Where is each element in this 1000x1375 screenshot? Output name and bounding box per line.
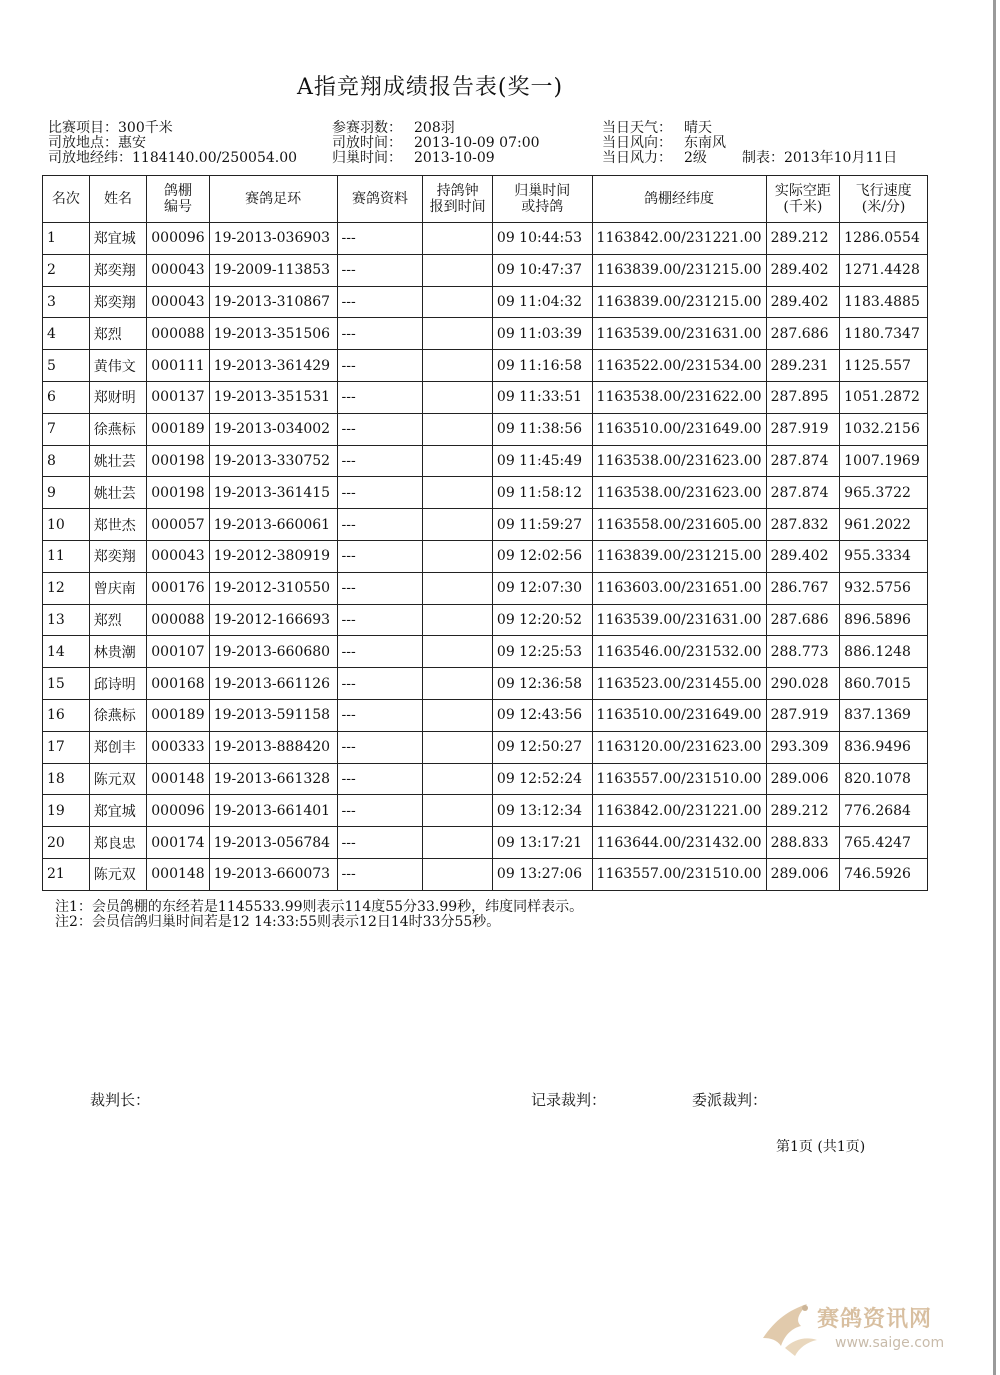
cell-speed: 765.4247	[840, 827, 928, 859]
cell-ring: 19-2013-361429	[209, 350, 337, 382]
cell-arrival: 09 11:45:49	[492, 445, 592, 477]
table-row	[43, 540, 928, 572]
cell-speed: 1271.4428	[840, 254, 928, 286]
cell-clock	[423, 477, 492, 509]
cell-arrival: 09 10:44:53	[492, 223, 592, 255]
cell-arrival: 09 13:12:34	[492, 795, 592, 827]
cell-distance: 287.874	[766, 477, 840, 509]
table-row	[43, 731, 928, 763]
cell-arrival: 09 12:52:24	[492, 763, 592, 795]
cell-ring: 19-2013-330752	[209, 445, 337, 477]
cell-clock	[423, 668, 492, 700]
meta-release-coords	[48, 151, 297, 166]
cell-name: 郑奕翔	[89, 286, 147, 318]
meta-label: 司放地点：	[48, 135, 118, 151]
cell-distance: 287.895	[766, 381, 840, 413]
table-row	[43, 795, 928, 827]
cell-clock	[423, 763, 492, 795]
cell-rank: 3	[43, 286, 90, 318]
cell-loft: 000088	[147, 318, 209, 350]
cell-loft: 000043	[147, 286, 209, 318]
table-row	[43, 318, 928, 350]
cell-coords: 1163539.00/231631.00	[592, 318, 766, 350]
maker-date: 2013年10月11日	[784, 150, 898, 166]
cell-speed: 860.7015	[840, 668, 928, 700]
cell-arrival: 09 10:47:37	[492, 254, 592, 286]
table-header-row	[43, 176, 928, 223]
cell-arrival: 09 11:59:27	[492, 509, 592, 541]
cell-coords: 1163538.00/231623.00	[592, 445, 766, 477]
cell-coords: 1163546.00/231532.00	[592, 636, 766, 668]
cell-coords: 1163539.00/231631.00	[592, 604, 766, 636]
cell-speed: 965.3722	[840, 477, 928, 509]
cell-ring: 19-2012-310550	[209, 572, 337, 604]
table-row	[43, 858, 928, 890]
cell-loft: 000168	[147, 668, 209, 700]
cell-loft: 000198	[147, 477, 209, 509]
meta-race-item	[48, 121, 297, 136]
cell-speed: 820.1078	[840, 763, 928, 795]
cell-loft: 000148	[147, 858, 209, 890]
cell-loft: 000137	[147, 381, 209, 413]
cell-speed: 1032.2156	[840, 413, 928, 445]
cell-coords: 1163644.00/231432.00	[592, 827, 766, 859]
cell-coords: 1163523.00/231455.00	[592, 668, 766, 700]
cell-clock	[423, 381, 492, 413]
meta-value: 1184140.00/250054.00	[132, 150, 298, 166]
cell-info: ---	[337, 763, 423, 795]
cell-info: ---	[337, 445, 423, 477]
cell-arrival: 09 11:33:51	[492, 381, 592, 413]
cell-ring: 19-2013-351531	[209, 381, 337, 413]
cell-name: 郑宜城	[89, 223, 147, 255]
meta-return-time	[332, 151, 540, 166]
cell-arrival: 09 12:07:30	[492, 572, 592, 604]
cell-name: 徐燕标	[89, 699, 147, 731]
cell-ring: 19-2009-113853	[209, 254, 337, 286]
notes	[55, 900, 583, 930]
note-1: 注1：会员鸽棚的东经若是1145533.99则表示114度55分33.99秒，纬度同样表示。	[55, 899, 584, 915]
header-info: 赛鸽资料	[337, 176, 423, 223]
table-body	[43, 223, 928, 891]
cell-arrival: 09 12:25:53	[492, 636, 592, 668]
cell-name: 郑宜城	[89, 795, 147, 827]
cell-coords: 1163538.00/231623.00	[592, 477, 766, 509]
cell-loft: 000096	[147, 223, 209, 255]
watermark	[755, 1290, 970, 1368]
cell-coords: 1163120.00/231623.00	[592, 731, 766, 763]
header-loft: 鸽棚 编号	[147, 176, 209, 223]
cell-loft: 000043	[147, 540, 209, 572]
cell-coords: 1163603.00/231651.00	[592, 572, 766, 604]
cell-loft: 000057	[147, 509, 209, 541]
cell-speed: 961.2022	[840, 509, 928, 541]
table-row	[43, 350, 928, 382]
cell-distance: 293.309	[766, 731, 840, 763]
cell-name: 郑财明	[89, 381, 147, 413]
table-row	[43, 477, 928, 509]
cell-ring: 19-2013-056784	[209, 827, 337, 859]
cell-name: 曾庆南	[89, 572, 147, 604]
cell-speed: 1125.557	[840, 350, 928, 382]
cell-coords: 1163510.00/231649.00	[592, 699, 766, 731]
cell-clock	[423, 413, 492, 445]
pigeon-logo-icon	[755, 1290, 825, 1360]
header-distance: 实际空距 (千米)	[766, 176, 840, 223]
cell-loft: 000088	[147, 604, 209, 636]
meta-weather	[602, 121, 897, 136]
cell-name: 郑奕翔	[89, 254, 147, 286]
cell-arrival: 09 13:27:06	[492, 858, 592, 890]
cell-name: 邱诗明	[89, 668, 147, 700]
page-number: 第1页 (共1页)	[776, 1139, 866, 1155]
cell-arrival: 09 11:38:56	[492, 413, 592, 445]
meta-wind-direction	[602, 136, 897, 151]
meta-label: 司放时间：	[332, 135, 402, 151]
cell-ring: 19-2013-661126	[209, 668, 337, 700]
cell-rank: 14	[43, 636, 90, 668]
cell-name: 黄伟文	[89, 350, 147, 382]
cell-name: 姚壮芸	[89, 477, 147, 509]
cell-coords: 1163839.00/231215.00	[592, 540, 766, 572]
cell-speed: 836.9496	[840, 731, 928, 763]
cell-rank: 9	[43, 477, 90, 509]
cell-clock	[423, 223, 492, 255]
cell-distance: 287.832	[766, 509, 840, 541]
table-row	[43, 286, 928, 318]
cell-loft: 000198	[147, 445, 209, 477]
cell-info: ---	[337, 381, 423, 413]
cell-ring: 19-2013-034002	[209, 413, 337, 445]
meta-value: 惠安	[118, 135, 146, 151]
cell-info: ---	[337, 540, 423, 572]
cell-distance: 289.231	[766, 350, 840, 382]
cell-name: 陈元双	[89, 858, 147, 890]
header-arrival: 归巢时间 或持鸽	[492, 176, 592, 223]
cell-coords: 1163557.00/231510.00	[592, 763, 766, 795]
cell-ring: 19-2013-310867	[209, 286, 337, 318]
table-row	[43, 509, 928, 541]
meta-label: 当日风向：	[602, 135, 672, 151]
cell-clock	[423, 795, 492, 827]
cell-clock	[423, 254, 492, 286]
cell-rank: 2	[43, 254, 90, 286]
cell-ring: 19-2013-361415	[209, 477, 337, 509]
cell-arrival: 09 12:20:52	[492, 604, 592, 636]
cell-speed: 932.5756	[840, 572, 928, 604]
cell-rank: 15	[43, 668, 90, 700]
table-row	[43, 668, 928, 700]
meta-label: 当日天气：	[602, 120, 672, 136]
meta-col-2	[332, 121, 540, 166]
header-speed: 飞行速度 (米/分)	[840, 176, 928, 223]
table-row	[43, 413, 928, 445]
cell-coords: 1163839.00/231215.00	[592, 254, 766, 286]
watermark-text: 赛鸽资讯网	[817, 1307, 933, 1332]
table-row	[43, 254, 928, 286]
meta-label: 归巢时间：	[332, 150, 402, 166]
header-rank: 名次	[43, 176, 90, 223]
cell-loft: 000189	[147, 413, 209, 445]
cell-info: ---	[337, 286, 423, 318]
cell-rank: 4	[43, 318, 90, 350]
cell-rank: 1	[43, 223, 90, 255]
cell-speed: 1286.0554	[840, 223, 928, 255]
cell-speed: 776.2684	[840, 795, 928, 827]
cell-clock	[423, 445, 492, 477]
cell-clock	[423, 699, 492, 731]
table-row	[43, 604, 928, 636]
cell-arrival: 09 11:04:32	[492, 286, 592, 318]
cell-arrival: 09 12:36:58	[492, 668, 592, 700]
meta-value: 208羽	[414, 120, 455, 136]
cell-clock	[423, 318, 492, 350]
table-row	[43, 445, 928, 477]
meta-value: 300千米	[118, 120, 173, 136]
cell-info: ---	[337, 318, 423, 350]
cell-ring: 19-2013-591158	[209, 699, 337, 731]
cell-distance: 286.767	[766, 572, 840, 604]
header-name: 姓名	[89, 176, 147, 223]
cell-name: 陈元双	[89, 763, 147, 795]
cell-speed: 837.1369	[840, 699, 928, 731]
cell-info: ---	[337, 858, 423, 890]
cell-distance: 289.402	[766, 254, 840, 286]
table-row	[43, 381, 928, 413]
cell-speed: 896.5896	[840, 604, 928, 636]
cell-loft: 000096	[147, 795, 209, 827]
cell-arrival: 09 13:17:21	[492, 827, 592, 859]
cell-loft: 000148	[147, 763, 209, 795]
cell-ring: 19-2013-661328	[209, 763, 337, 795]
meta-value: 晴天	[684, 120, 712, 136]
cell-arrival: 09 12:02:56	[492, 540, 592, 572]
cell-arrival: 09 12:50:27	[492, 731, 592, 763]
cell-info: ---	[337, 668, 423, 700]
cell-coords: 1163538.00/231622.00	[592, 381, 766, 413]
cell-name: 郑良忠	[89, 827, 147, 859]
cell-info: ---	[337, 699, 423, 731]
cell-clock	[423, 604, 492, 636]
cell-clock	[423, 286, 492, 318]
cell-name: 郑世杰	[89, 509, 147, 541]
cell-ring: 19-2013-660680	[209, 636, 337, 668]
cell-info: ---	[337, 572, 423, 604]
cell-ring: 19-2013-036903	[209, 223, 337, 255]
cell-info: ---	[337, 731, 423, 763]
cell-coords: 1163557.00/231510.00	[592, 858, 766, 890]
cell-name: 郑烈	[89, 318, 147, 350]
table-row	[43, 763, 928, 795]
cell-info: ---	[337, 223, 423, 255]
cell-distance: 287.919	[766, 699, 840, 731]
cell-rank: 16	[43, 699, 90, 731]
table-row	[43, 572, 928, 604]
cell-clock	[423, 540, 492, 572]
header-ring: 赛鸽足环	[209, 176, 337, 223]
cell-rank: 17	[43, 731, 90, 763]
cell-arrival: 09 11:16:58	[492, 350, 592, 382]
cell-ring: 19-2013-661401	[209, 795, 337, 827]
cell-loft: 000176	[147, 572, 209, 604]
cell-distance: 289.402	[766, 286, 840, 318]
cell-speed: 886.1248	[840, 636, 928, 668]
cell-coords: 1163842.00/231221.00	[592, 795, 766, 827]
meta-col-1	[48, 121, 297, 166]
table-row	[43, 827, 928, 859]
cell-coords: 1163842.00/231221.00	[592, 223, 766, 255]
meta-label: 参赛羽数：	[332, 120, 402, 136]
cell-clock	[423, 858, 492, 890]
note-2: 注2：会员信鸽归巢时间若是12 14:33:55则表示12日14时33分55秒。	[55, 914, 501, 930]
cell-distance: 287.874	[766, 445, 840, 477]
cell-info: ---	[337, 827, 423, 859]
cell-info: ---	[337, 509, 423, 541]
cell-loft: 000111	[147, 350, 209, 382]
cell-rank: 19	[43, 795, 90, 827]
meta-entries	[332, 121, 540, 136]
cell-name: 郑奕翔	[89, 540, 147, 572]
header-clock: 持鸽钟 报到时间	[423, 176, 492, 223]
cell-speed: 746.5926	[840, 858, 928, 890]
cell-clock	[423, 572, 492, 604]
cell-speed: 1051.2872	[840, 381, 928, 413]
cell-distance: 289.212	[766, 795, 840, 827]
cell-name: 郑创丰	[89, 731, 147, 763]
meta-value: 2级	[684, 150, 707, 166]
chief-judge-label: 裁判长：	[90, 1091, 151, 1109]
cell-rank: 21	[43, 858, 90, 890]
cell-name: 徐燕标	[89, 413, 147, 445]
cell-distance: 287.686	[766, 318, 840, 350]
cell-ring: 19-2012-166693	[209, 604, 337, 636]
cell-loft: 000043	[147, 254, 209, 286]
meta-release-time	[332, 136, 540, 151]
header-coords: 鸽棚经纬度	[592, 176, 766, 223]
cell-rank: 12	[43, 572, 90, 604]
table-row	[43, 636, 928, 668]
table-row	[43, 223, 928, 255]
meta-value: 东南风	[684, 135, 726, 151]
cell-speed: 955.3334	[840, 540, 928, 572]
table-row	[43, 699, 928, 731]
cell-info: ---	[337, 350, 423, 382]
cell-coords: 1163839.00/231215.00	[592, 286, 766, 318]
meta-label: 当日风力：	[602, 150, 672, 166]
cell-ring: 19-2013-888420	[209, 731, 337, 763]
cell-rank: 11	[43, 540, 90, 572]
cell-distance: 288.833	[766, 827, 840, 859]
page-title: A指竞翔成绩报告表(奖一)	[296, 75, 564, 100]
cell-arrival: 09 11:03:39	[492, 318, 592, 350]
results-table	[42, 175, 928, 891]
cell-distance: 289.402	[766, 540, 840, 572]
cell-rank: 5	[43, 350, 90, 382]
cell-name: 姚壮芸	[89, 445, 147, 477]
cell-clock	[423, 827, 492, 859]
maker-label: 制表：	[742, 150, 784, 166]
cell-ring: 19-2013-660073	[209, 858, 337, 890]
cell-speed: 1183.4885	[840, 286, 928, 318]
cell-loft: 000107	[147, 636, 209, 668]
meta-wind-force	[602, 151, 897, 166]
cell-info: ---	[337, 795, 423, 827]
cell-clock	[423, 509, 492, 541]
cell-info: ---	[337, 477, 423, 509]
page-edge	[993, 0, 996, 1375]
cell-ring: 19-2013-351506	[209, 318, 337, 350]
cell-distance: 288.773	[766, 636, 840, 668]
cell-info: ---	[337, 636, 423, 668]
cell-speed: 1007.1969	[840, 445, 928, 477]
cell-coords: 1163522.00/231534.00	[592, 350, 766, 382]
cell-name: 林贵潮	[89, 636, 147, 668]
assigned-judge-label: 委派裁判：	[692, 1091, 768, 1109]
watermark-url: www.saige.com	[835, 1335, 945, 1351]
meta-value: 2013-10-09	[414, 150, 495, 166]
cell-info: ---	[337, 254, 423, 286]
record-judge-label: 记录裁判：	[531, 1091, 607, 1109]
cell-rank: 13	[43, 604, 90, 636]
cell-clock	[423, 731, 492, 763]
meta-col-3	[602, 121, 897, 166]
cell-clock	[423, 350, 492, 382]
cell-clock	[423, 636, 492, 668]
cell-arrival: 09 12:43:56	[492, 699, 592, 731]
cell-ring: 19-2012-380919	[209, 540, 337, 572]
cell-distance: 290.028	[766, 668, 840, 700]
cell-distance: 287.919	[766, 413, 840, 445]
cell-distance: 289.212	[766, 223, 840, 255]
cell-loft: 000174	[147, 827, 209, 859]
cell-loft: 000189	[147, 699, 209, 731]
cell-info: ---	[337, 413, 423, 445]
meta-value: 2013-10-09 07:00	[414, 135, 540, 151]
meta-label: 司放地经纬：	[48, 150, 132, 166]
cell-distance: 287.686	[766, 604, 840, 636]
cell-rank: 7	[43, 413, 90, 445]
cell-coords: 1163558.00/231605.00	[592, 509, 766, 541]
cell-coords: 1163510.00/231649.00	[592, 413, 766, 445]
cell-rank: 18	[43, 763, 90, 795]
cell-arrival: 09 11:58:12	[492, 477, 592, 509]
cell-loft: 000333	[147, 731, 209, 763]
meta-release-place	[48, 136, 297, 151]
cell-rank: 10	[43, 509, 90, 541]
cell-rank: 20	[43, 827, 90, 859]
cell-info: ---	[337, 604, 423, 636]
cell-distance: 289.006	[766, 858, 840, 890]
meta-label: 比赛项目：	[48, 120, 118, 136]
cell-ring: 19-2013-660061	[209, 509, 337, 541]
cell-rank: 6	[43, 381, 90, 413]
cell-name: 郑烈	[89, 604, 147, 636]
cell-distance: 289.006	[766, 763, 840, 795]
cell-rank: 8	[43, 445, 90, 477]
cell-speed: 1180.7347	[840, 318, 928, 350]
